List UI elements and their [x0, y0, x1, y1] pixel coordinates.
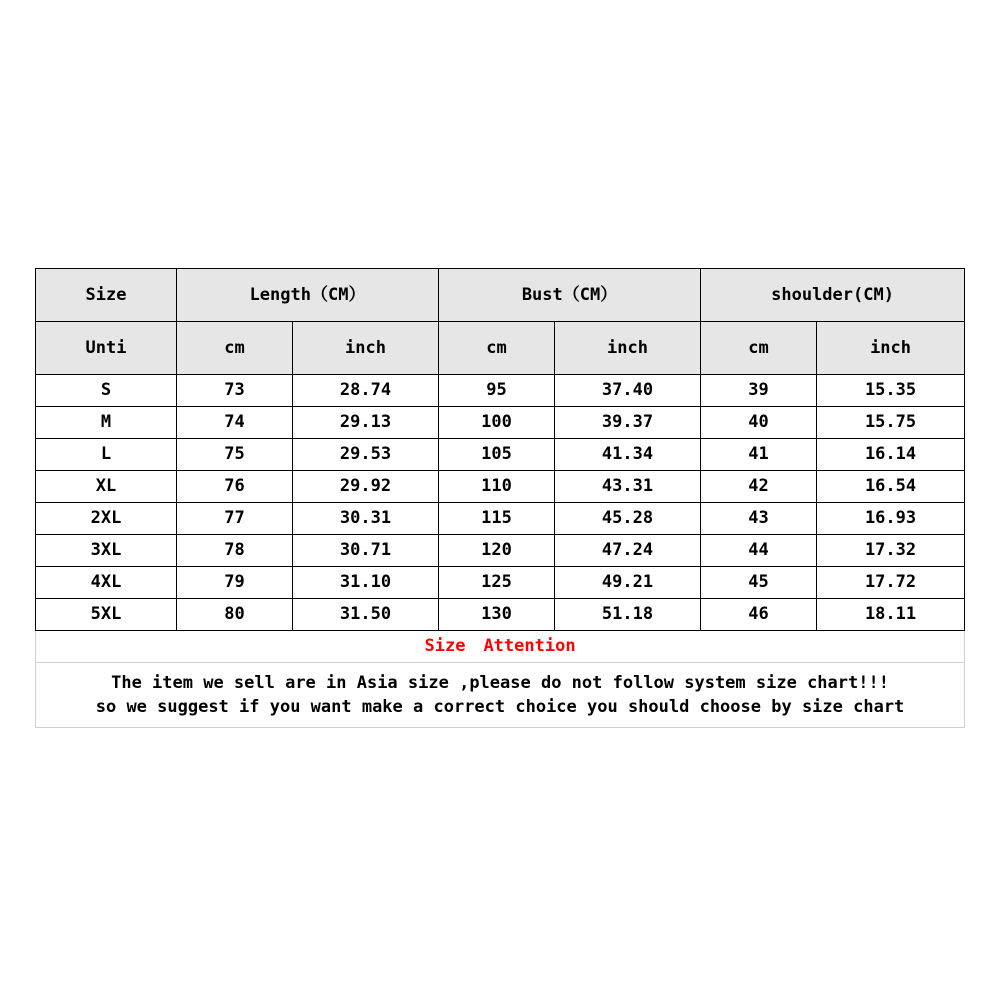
shoulder-inch-cell: 17.32 — [817, 535, 965, 567]
length-inch-cell: 28.74 — [293, 375, 439, 407]
table-row — [36, 567, 965, 599]
shoulder-cm-cell: 41 — [701, 439, 817, 471]
length-inch-cell: 30.71 — [293, 535, 439, 567]
bust-cm-cell: 120 — [439, 535, 555, 567]
table-row — [36, 599, 965, 631]
shoulder-inch-cell: 16.93 — [817, 503, 965, 535]
shoulder-cm-cell: 39 — [701, 375, 817, 407]
note-line-2: so we suggest if you want make a correct choice you should choose by size chart — [95, 697, 905, 717]
attention-row — [36, 631, 965, 663]
bust-cm-cell: 110 — [439, 471, 555, 503]
shoulder-column-header: shoulder(CM) — [701, 269, 965, 322]
bust-column-header: Bust（CM） — [439, 269, 701, 322]
table-row — [36, 535, 965, 567]
bust-inch-unit: inch — [555, 322, 701, 375]
bust-inch-cell: 37.40 — [555, 375, 701, 407]
bust-cm-cell: 125 — [439, 567, 555, 599]
length-inch-unit: inch — [293, 322, 439, 375]
shoulder-cm-cell: 46 — [701, 599, 817, 631]
bust-inch-cell: 41.34 — [555, 439, 701, 471]
shoulder-inch-cell: 16.54 — [817, 471, 965, 503]
size-cell: 2XL — [36, 503, 177, 535]
size-attention-heading — [36, 631, 965, 663]
length-cm-cell: 74 — [177, 407, 293, 439]
shoulder-cm-cell: 44 — [701, 535, 817, 567]
shoulder-inch-cell: 15.75 — [817, 407, 965, 439]
shoulder-cm-cell: 40 — [701, 407, 817, 439]
length-cm-cell: 75 — [177, 439, 293, 471]
shoulder-inch-cell: 17.72 — [817, 567, 965, 599]
attention-word-size: Size — [424, 636, 466, 656]
attention-word-attention: Attention — [483, 636, 576, 656]
shoulder-inch-cell: 15.35 — [817, 375, 965, 407]
size-cell: 3XL — [36, 535, 177, 567]
length-cm-cell: 78 — [177, 535, 293, 567]
bust-cm-cell: 95 — [439, 375, 555, 407]
bust-cm-unit: cm — [439, 322, 555, 375]
bust-inch-cell: 49.21 — [555, 567, 701, 599]
bust-cm-cell: 105 — [439, 439, 555, 471]
note-line-1: The item we sell are in Asia size ,please do not follow system size chart!!! — [111, 673, 889, 693]
size-cell: XL — [36, 471, 177, 503]
header-row — [36, 269, 965, 322]
length-cm-cell: 79 — [177, 567, 293, 599]
length-inch-cell: 29.13 — [293, 407, 439, 439]
note-row — [36, 663, 965, 728]
length-inch-cell: 31.10 — [293, 567, 439, 599]
length-column-header: Length（CM） — [177, 269, 439, 322]
length-cm-cell: 73 — [177, 375, 293, 407]
bust-cm-cell: 130 — [439, 599, 555, 631]
bust-inch-cell: 51.18 — [555, 599, 701, 631]
bust-inch-cell: 43.31 — [555, 471, 701, 503]
table-row — [36, 375, 965, 407]
size-column-header: Size — [36, 269, 177, 322]
bust-cm-cell: 100 — [439, 407, 555, 439]
shoulder-cm-cell: 45 — [701, 567, 817, 599]
table-row — [36, 503, 965, 535]
length-cm-unit: cm — [177, 322, 293, 375]
bust-inch-cell: 39.37 — [555, 407, 701, 439]
size-cell: 5XL — [36, 599, 177, 631]
shoulder-cm-unit: cm — [701, 322, 817, 375]
length-inch-cell: 30.31 — [293, 503, 439, 535]
shoulder-cm-cell: 43 — [701, 503, 817, 535]
size-cell: L — [36, 439, 177, 471]
length-inch-cell: 29.92 — [293, 471, 439, 503]
shoulder-inch-cell: 18.11 — [817, 599, 965, 631]
bust-inch-cell: 47.24 — [555, 535, 701, 567]
table-row — [36, 439, 965, 471]
table-row — [36, 407, 965, 439]
size-note — [36, 663, 965, 728]
unit-row — [36, 322, 965, 375]
size-cell: 4XL — [36, 567, 177, 599]
table-row — [36, 471, 965, 503]
length-inch-cell: 31.50 — [293, 599, 439, 631]
shoulder-cm-cell: 42 — [701, 471, 817, 503]
size-cell: M — [36, 407, 177, 439]
bust-inch-cell: 45.28 — [555, 503, 701, 535]
length-cm-cell: 76 — [177, 471, 293, 503]
length-cm-cell: 77 — [177, 503, 293, 535]
shoulder-inch-unit: inch — [817, 322, 965, 375]
bust-cm-cell: 115 — [439, 503, 555, 535]
length-inch-cell: 29.53 — [293, 439, 439, 471]
size-chart-table — [35, 268, 965, 728]
shoulder-inch-cell: 16.14 — [817, 439, 965, 471]
length-cm-cell: 80 — [177, 599, 293, 631]
unit-label: Unti — [36, 322, 177, 375]
size-cell: S — [36, 375, 177, 407]
